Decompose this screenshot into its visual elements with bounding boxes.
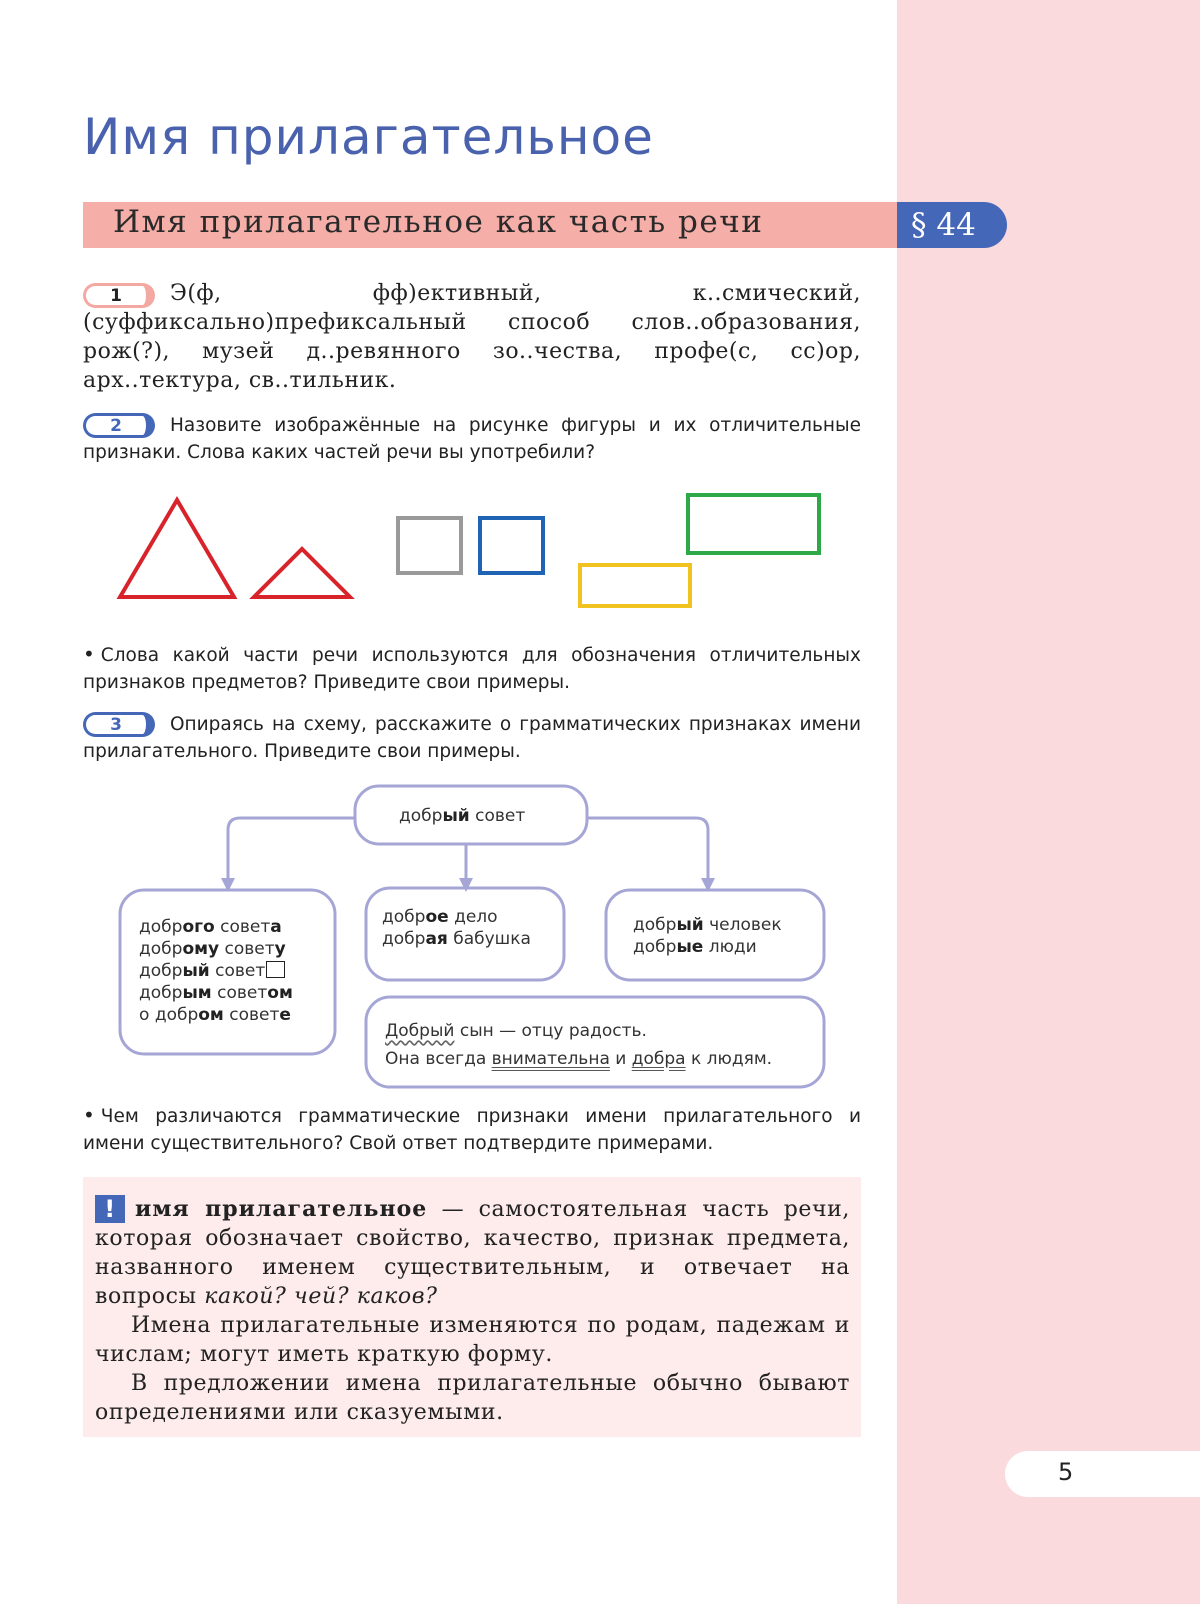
adj-ending: ые	[676, 937, 704, 957]
adj-ending: ом	[198, 1005, 224, 1025]
adj-stem: добр	[139, 939, 183, 959]
case-row	[139, 1004, 293, 1026]
diagram-number	[633, 914, 782, 958]
diagram-arrow-right	[587, 818, 708, 884]
diagram-top-phrase	[399, 805, 525, 827]
adj-ending: ый	[442, 806, 470, 826]
noun: бабушка	[453, 929, 531, 949]
gray-square	[398, 518, 461, 573]
chapter-title: Имя прилагательное	[83, 108, 654, 166]
exercise-2-text: Назовите изображённые на рисунке фигуры и их отличительные признаки. Слова каких частей речи вы употребили?	[83, 415, 861, 463]
question-2: • Чем различаются грамматические признаки имени прилагательного и имени существительного? Свой ответ подтвердите примерами.	[83, 1102, 861, 1157]
exercise-1-text: Э(ф, фф)ективный, к..смический, (суффиксально)префиксальный способ слов..образования, рож(?), музей д..ревянного зо..чества, профе(с, сс)ор, арх..тектура, св..тильник.	[83, 281, 861, 393]
predicate-word: внимательна	[491, 1049, 610, 1069]
adj-stem: добр	[139, 983, 183, 1003]
case-row	[139, 960, 293, 982]
sentence-rest: к людям.	[691, 1049, 773, 1069]
diagram-cases	[139, 916, 293, 1026]
adj-ending: ый	[676, 915, 704, 935]
noun-ending: ом	[267, 983, 293, 1003]
predicate-word: добра	[631, 1049, 686, 1069]
blue-square	[480, 518, 543, 573]
rule-term: имя прилагательное	[135, 1196, 428, 1222]
rule-questions: какой? чей? каков?	[204, 1284, 438, 1309]
adj-stem: добр	[382, 929, 426, 949]
adj-stem: добр	[139, 917, 183, 937]
noun-stem: совет	[217, 983, 268, 1003]
case-row	[139, 938, 293, 960]
zero-ending-box	[266, 961, 285, 978]
adj-stem: добр	[139, 961, 183, 981]
case-row	[139, 916, 293, 938]
adj-ending: ым	[182, 983, 212, 1003]
rule-text	[95, 1195, 850, 1427]
sentence-start: Она всегда	[385, 1049, 487, 1069]
attribute-word: Добрый	[385, 1021, 455, 1041]
adj-stem: добр	[633, 937, 677, 957]
section-number: § 44	[897, 202, 1007, 248]
noun: дело	[454, 907, 498, 927]
preposition: о	[139, 1005, 150, 1025]
adj-stem: добр	[154, 1005, 199, 1025]
rule-paragraph-3: В предложении имена прилагательные обычно бывают определениями или сказуемыми.	[95, 1371, 850, 1425]
number-row	[633, 936, 782, 958]
diagram-sentences	[385, 1017, 772, 1073]
page-number-tab	[1005, 1451, 1200, 1497]
noun-stem: совет	[215, 961, 266, 981]
noun-stem: совет	[224, 939, 275, 959]
number-row	[633, 914, 782, 936]
conjunction: и	[615, 1049, 627, 1069]
noun-stem: совет	[220, 917, 271, 937]
diagram-arrow-left	[228, 818, 355, 884]
green-rectangle	[688, 495, 819, 553]
diagram-arrowhead-middle	[459, 878, 473, 892]
rule-paragraph-2: Имена прилагательные изменяются по родам, падежам и числам; могут иметь краткую форму.	[95, 1313, 850, 1367]
diagram-gender	[382, 906, 531, 950]
adj-ending: ая	[425, 929, 448, 949]
gender-row	[382, 906, 531, 928]
question-1: • Слова какой части речи используются для обозначения отличительных признаков предметов? Приведите свои примеры.	[83, 641, 861, 696]
adj-ending: ому	[182, 939, 220, 959]
adj-ending: ого	[182, 917, 215, 937]
section-title: Имя прилагательное как часть речи	[113, 204, 764, 240]
gender-row	[382, 928, 531, 950]
adj-ending: ый	[182, 961, 210, 981]
sentence-rest: сын — отцу радость.	[459, 1021, 647, 1041]
rule-definition: — самостоятельная часть речи, которая обозначает свойство, качество, признак предмета, названного именем существительным, и отвечает на вопросы	[95, 1197, 851, 1309]
adj-ending: ое	[425, 907, 449, 927]
sentence-2	[385, 1045, 772, 1073]
page-number: 5	[1058, 1458, 1074, 1486]
adj-stem: добр	[633, 915, 677, 935]
case-row	[139, 982, 293, 1004]
small-red-triangle	[254, 549, 350, 597]
noun-stem: совет	[229, 1005, 280, 1025]
adj-stem: добр	[399, 806, 443, 826]
exercise-3-text: Опираясь на схему, расскажите о грамматических признаках имени прилагательного. Приведите свои примеры.	[83, 714, 861, 762]
exercise-2-badge: 2	[83, 413, 155, 438]
exercise-1-badge: 1	[83, 283, 155, 308]
noun: совет	[475, 806, 526, 826]
yellow-rectangle	[580, 565, 690, 606]
noun: человек	[709, 915, 782, 935]
adj-stem: добр	[382, 907, 426, 927]
sentence-1	[385, 1017, 772, 1045]
rule-paragraph-1	[95, 1195, 850, 1311]
noun-ending: е	[279, 1005, 291, 1025]
noun: люди	[708, 937, 757, 957]
noun-ending: а	[270, 917, 282, 937]
noun-ending: у	[274, 939, 286, 959]
shapes-figure	[0, 480, 897, 620]
exclamation-icon: !	[95, 1195, 125, 1223]
exercise-3-badge: 3	[83, 712, 155, 737]
large-red-triangle	[120, 500, 234, 597]
